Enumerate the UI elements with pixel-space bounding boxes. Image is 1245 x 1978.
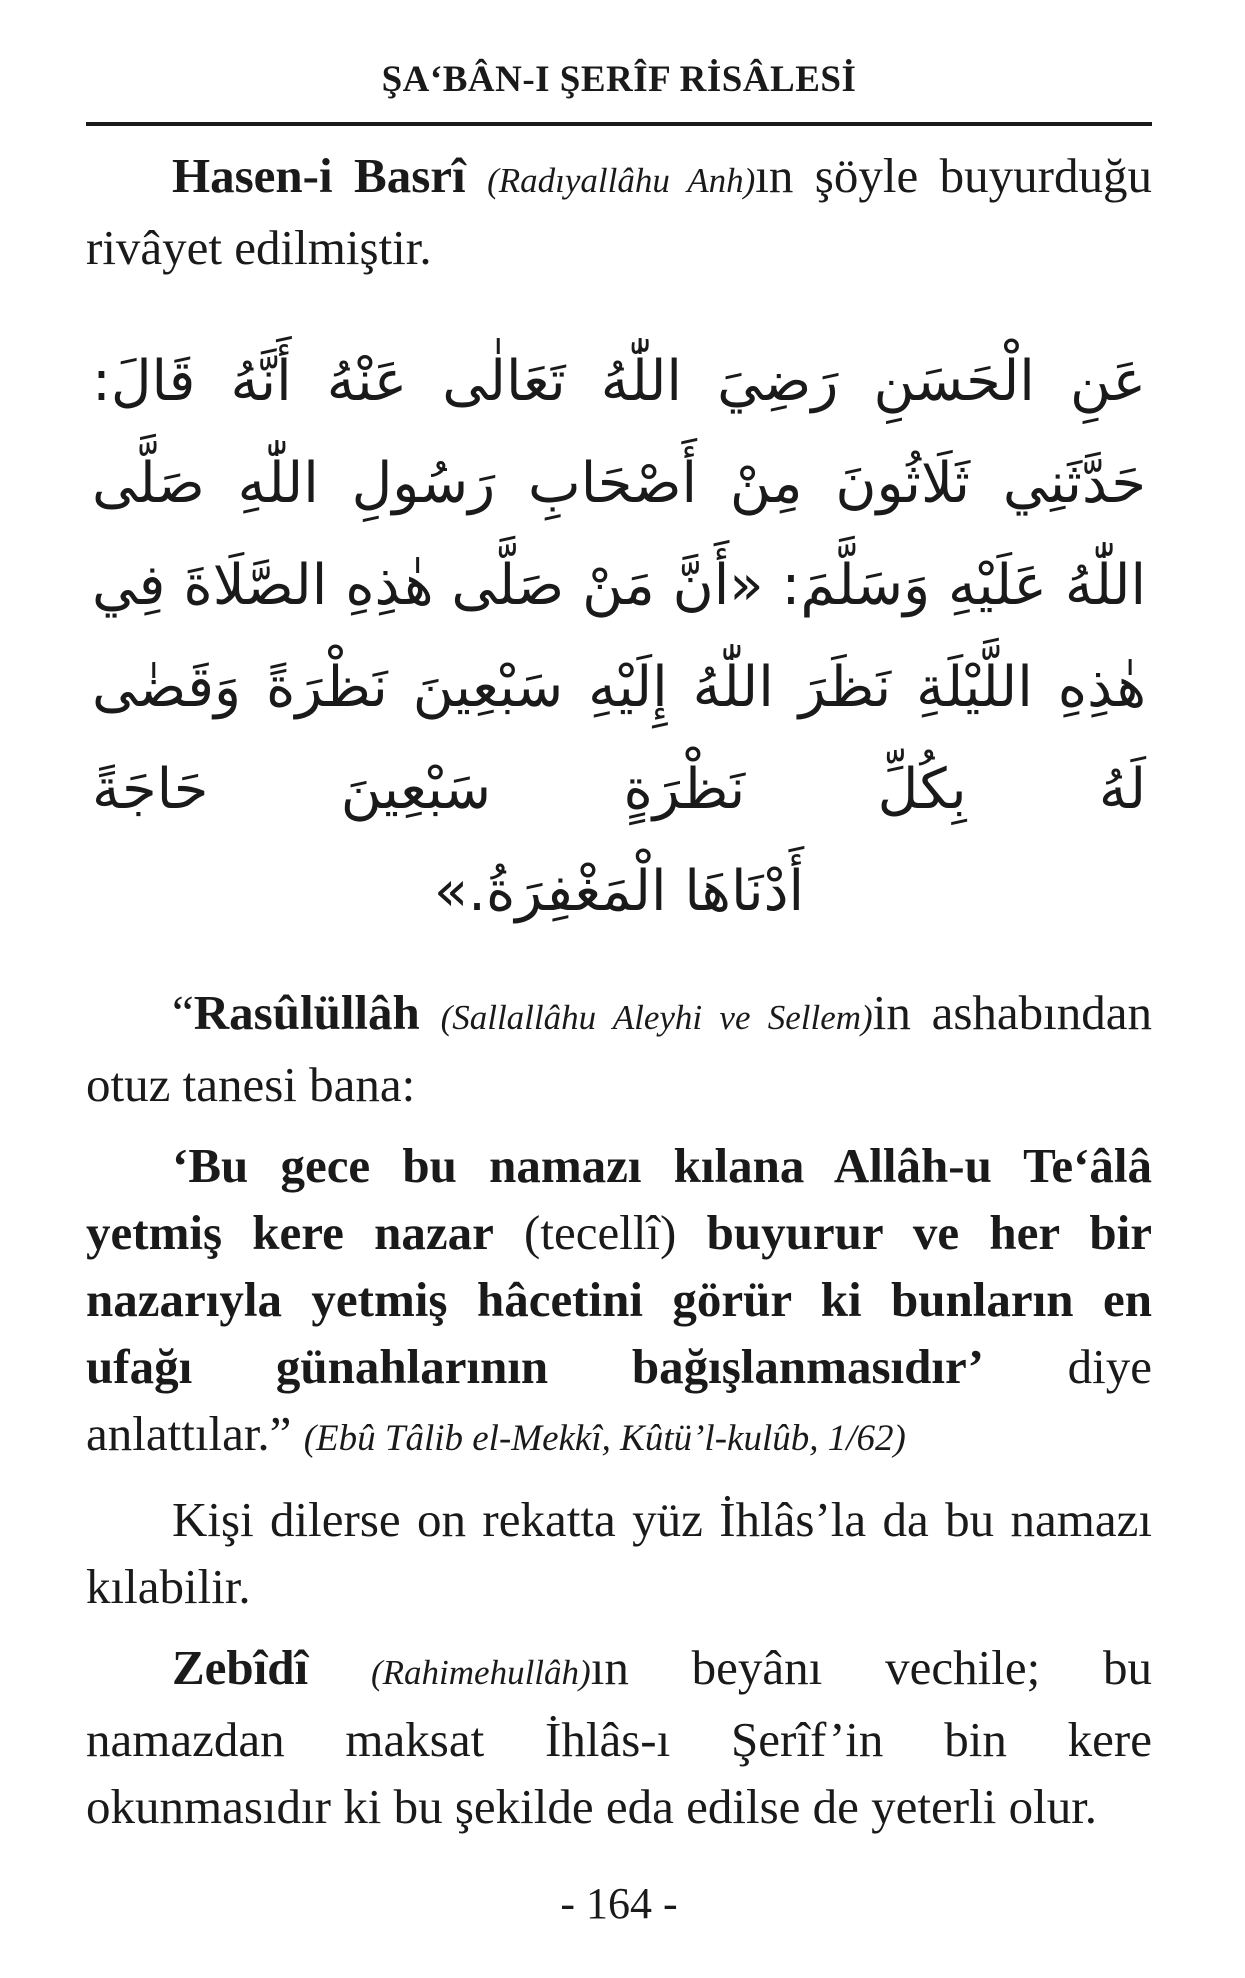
paragraph-zebidi [86, 1634, 1152, 1840]
paragraph-hadith-translation [86, 1132, 1152, 1472]
arabic-text [86, 331, 1152, 943]
paragraph-rasulullah [86, 979, 1152, 1118]
person-name: Zebîdî [172, 1640, 309, 1695]
paragraph-text: ın beyânı vechile; bu namazdan maksat İhlâs-ı Şerîf’in bin kere okunmasıdır ki bu şekilde eda edilse de yeterli olur. [86, 1640, 1153, 1834]
source-citation: (Ebû Tâlib el-Mekkî, Kûtü’l-kulûb, 1/62) [303, 1418, 906, 1459]
arabic-hadith-block [86, 331, 1152, 943]
person-name: Rasûlüllâh [193, 985, 420, 1040]
book-page [86, 0, 1152, 1978]
bold-text: buyurur ve her bir nazarıyla yetmiş hâcetini görür ki bunların en ufağı günahlarının bağışlanmasıdır’ [86, 1205, 1152, 1394]
page-number: - 164 - [560, 1879, 678, 1928]
arabic-last-line: أَدْنَاهَا الْمَغْفِرَةُ.» [433, 859, 805, 924]
paragraph-text: in ashabından otuz tanesi bana: [86, 985, 1153, 1112]
paragraph-text: Kişi dilerse on rekatta yüz İhlâs’la da bu namazı kılabilir. [86, 1492, 1152, 1614]
paragraph-ihlas [86, 1486, 1152, 1620]
open-quote: “ [172, 985, 194, 1040]
bold-text: ‘Bu gece bu namazı kılana Allâh-u Te‘âlâ yetmiş kere nazar [86, 1138, 1152, 1260]
plain-text: diye anlattılar.” [86, 1339, 1152, 1461]
page-body [86, 142, 1152, 1840]
header-rule [86, 122, 1152, 126]
honorific: (Rahimehullâh) [371, 1653, 591, 1692]
person-name: Hasen-i Basrî [172, 148, 466, 203]
running-title: ŞA‘BÂN-I ŞERÎF RİSÂLESİ [381, 59, 857, 100]
honorific: (Sallallâhu Aleyhi ve Sellem) [440, 998, 873, 1037]
paragraph-hasen-basri [86, 142, 1152, 281]
plain-text: (tecellî) [493, 1205, 707, 1260]
paragraph-text: ın şöyle buyurduğu rivâyet edilmiştir. [86, 148, 1152, 275]
arabic-main: عَنِ الْحَسَنِ رَضِيَ اللّٰهُ تَعَالٰى عَنْهُ أَنَّهُ قَالَ: حَدَّثَنِي ثَلَاثُونَ مِنْ أَصْحَابِ رَسُولِ اللّٰهِ صَلَّى اللّٰهُ عَلَيْهِ وَسَلَّمَ: «أَنَّ مَنْ صَلَّى هٰذِهِ الصَّلَاةَ فِي هٰذِهِ اللَّيْلَةِ نَظَرَ اللّٰهُ إِلَيْهِ سَبْعِينَ نَظْرَةً وَقَضٰى لَهُ بِكُلِّ نَظْرَةٍ سَبْعِينَ حَاجَةً [92, 349, 1146, 822]
honorific: (Radıyallâhu Anh) [487, 161, 756, 200]
